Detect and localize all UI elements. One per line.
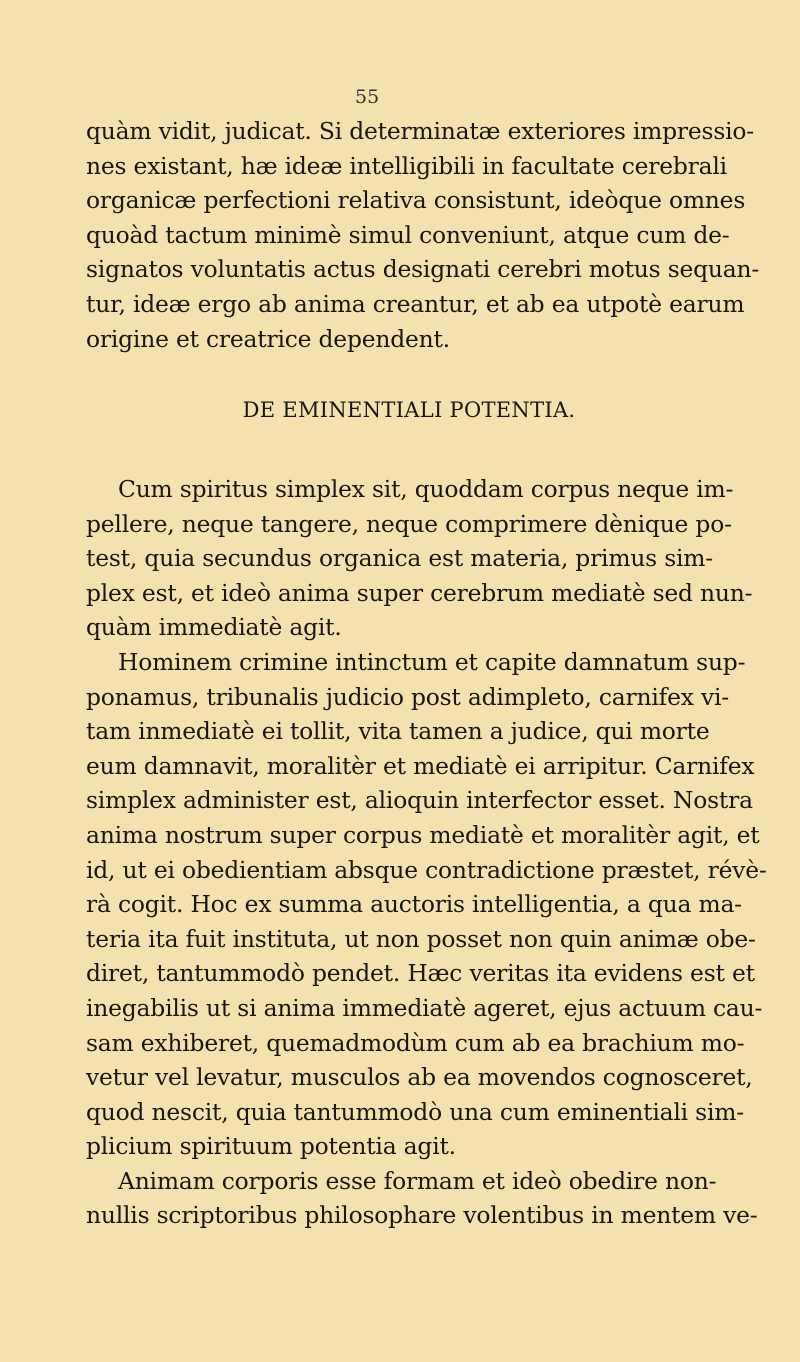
text-line: anima nostrum super corpus mediatè et moralitèr agit, et — [86, 820, 760, 849]
paragraph-1 — [86, 114, 760, 356]
text-line: id, ut ei obedientiam absque contradictione præstet, révè- — [86, 855, 767, 884]
text-line: rà cogit. Hoc ex summa auctoris intelligentia, a qua ma- — [86, 890, 742, 919]
text-line: quoàd tactum minimè simul conveniunt, atque cum de- — [86, 220, 730, 249]
text-line: Hominem crimine intinctum et capite damnatum sup- — [118, 647, 746, 676]
text-line: quàm immediatè agit. — [86, 613, 342, 642]
text-line: Animam corporis esse formam et ideò obedire non- — [118, 1166, 717, 1195]
text-line: Cum spiritus simplex sit, quoddam corpus neque im- — [118, 475, 734, 503]
text-line: teria ita fuit instituta, ut non posset non quin animæ obe- — [86, 924, 756, 953]
section-heading: DE EMINENTIALI POTENTIA. — [242, 398, 576, 422]
paragraph-4 — [86, 1164, 758, 1233]
text-line: test, quia secundus organica est materia, primus sim- — [86, 544, 713, 573]
text-line: nes existant, hæ ideæ intelligibili in facultate cerebrali — [86, 151, 727, 180]
text-line: plex est, et ideò anima super cerebrum mediatè sed nun- — [86, 578, 753, 607]
text-line: ponamus, tribunalis judicio post adimpleto, carnifex vi- — [86, 682, 729, 711]
paragraph-3 — [86, 645, 767, 1164]
text-line: vetur vel levatur, musculos ab ea movendos cognosceret, — [86, 1063, 753, 1092]
text-line: quod nescit, quia tantummodò una cum eminentiali sim- — [86, 1097, 744, 1126]
page-number: 55 — [355, 86, 380, 108]
section-body — [86, 472, 767, 1233]
text-line: quàm vidit, judicat. Si determinatæ exteriores impressio- — [86, 117, 754, 145]
text-line: pellere, neque tangere, neque comprimere dènique po- — [86, 509, 732, 538]
text-line: inegabilis ut si anima immediatè ageret, ejus actuum cau- — [86, 993, 763, 1022]
text-line: origine et creatrice dependent. — [86, 324, 450, 353]
paragraph-2 — [86, 472, 753, 645]
text-line: tur, ideæ ergo ab anima creantur, et ab ea utpotè earum — [86, 289, 745, 318]
text-line: diret, tantummodò pendet. Hæc veritas ita evidens est et — [86, 959, 755, 988]
text-line: organicæ perfectioni relativa consistunt, ideòque omnes — [86, 186, 746, 215]
text-line: tam inmediatè ei tollit, vita tamen a judice, qui morte — [86, 717, 710, 746]
text-line: nullis scriptoribus philosophare volentibus in mentem ve- — [86, 1201, 758, 1230]
text-line: plicium spirituum potentia agit. — [86, 1132, 456, 1161]
text-line: simplex administer est, alioquin interfector esset. Nostra — [86, 786, 753, 815]
text-line: signatos voluntatis actus designati cerebri motus sequan- — [86, 255, 760, 284]
text-line: eum damnavit, moralitèr et mediatè ei arripitur. Carnifex — [86, 751, 755, 780]
text-line: sam exhiberet, quemadmodùm cum ab ea brachium mo- — [86, 1028, 745, 1057]
